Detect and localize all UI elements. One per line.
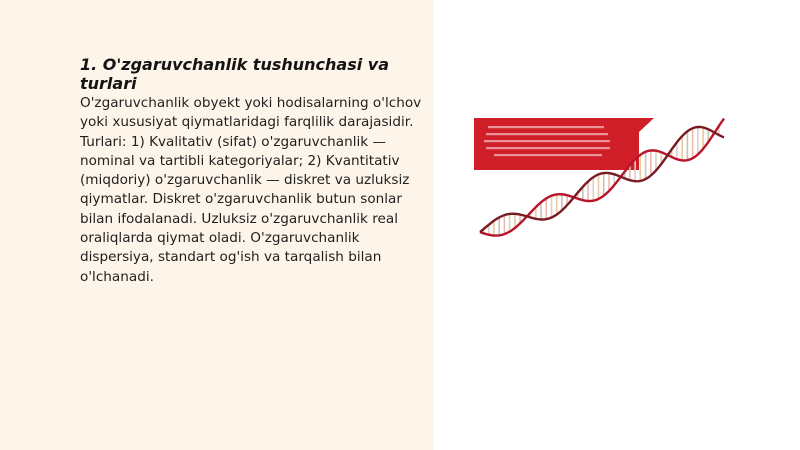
dna-helix-illustration: [474, 110, 729, 245]
slide-title: 1. O'zgaruvchanlik tushunchasi va turlari: [80, 55, 390, 93]
dna-helix-image: [474, 110, 729, 245]
callout-box: [474, 118, 654, 170]
slide-body-text: O'zgaruvchanlik obyekt yoki hodisalarning o'lchov yoki xususiyat qiymatlaridagi farqlilik darajasidir. Turlari: 1) Kvalitativ (sifat) o'zgaruvchanlik — nominal va tartibli kategoriyalar; 2) Kvantitativ (miqdoriy) o'zgaruvchanlik — diskret va uzluksiz qiymatlar. Diskret o'zgaruvchanlik butun sonlar bilan ifodalanadi. Uzluksiz o'zgaruvchanlik real oraliqlarda qiymat oladi. O'zgaruvchanlik dispersiya, standart og'ish va tarqalish bilan o'lchanadi.: [80, 95, 422, 285]
